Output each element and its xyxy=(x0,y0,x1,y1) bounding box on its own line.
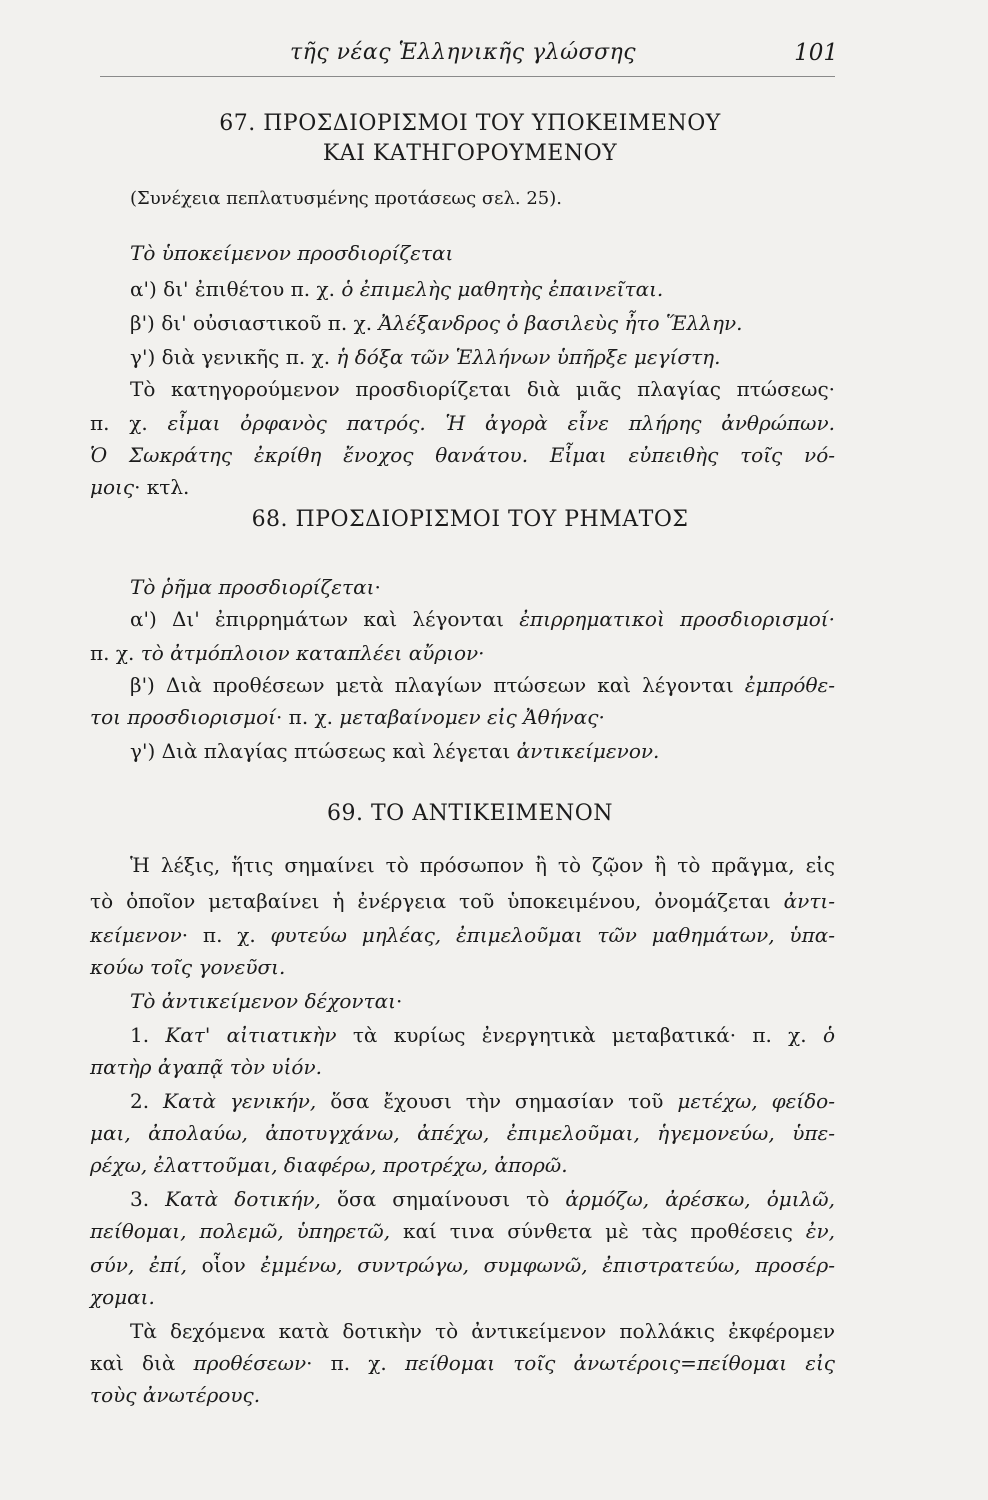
s68-l3-example: τὸ ἀτμόπλοιον καταπλέει αὔριον· xyxy=(140,641,485,665)
s69-l5-text: Τὸ ἀντικείμενον δέχονται xyxy=(130,989,396,1013)
s68-line-3 xyxy=(90,640,835,666)
s69-l8-term: Κατὰ γενικήν, xyxy=(163,1089,317,1113)
s67-l3-text: β') δι' οὐσιαστικοῦ π. χ. xyxy=(130,311,379,335)
s69-l8-num: 2. xyxy=(130,1089,164,1113)
s69-line-16 xyxy=(90,1350,835,1376)
s69-l12-text: καί τινα σύνθετα μὲ τὰς προθέσεις xyxy=(390,1219,806,1243)
s67-l8-text: · κτλ. xyxy=(134,475,190,499)
s68-l6-term: ἀντικείμενον. xyxy=(516,739,660,763)
s69-line-1: Ἡ λέξις, ἥτις σημαίνει τὸ πρόσωπον ἢ τὸ ζῷον ἢ τὸ πρᾶγμα, εἰς xyxy=(130,853,835,877)
s68-l1-punct: · xyxy=(374,575,381,599)
s69-l16-term: προθέσεων xyxy=(193,1351,307,1375)
s67-line-1: Τὸ ὑποκείμενον προσδιορίζεται xyxy=(130,241,454,265)
s69-line-13 xyxy=(90,1252,835,1278)
s68-l2-text: α') Δι' ἐπιρρημάτων καὶ λέγονται xyxy=(130,607,520,631)
s69-line-10: ρέχω, ἐλαττοῦμαι, διαφέρω, προτρέχω, ἀπορῶ. xyxy=(90,1153,568,1177)
s69-l11-term: Κατὰ δοτικήν, xyxy=(165,1187,321,1211)
s67-l3-example: Ἀλέξανδρος ὁ βασιλεὺς ἦτο Ἕλλην. xyxy=(378,311,743,335)
s69-line-17: τοὺς ἀνωτέρους. xyxy=(90,1383,261,1407)
s69-l13-prep: σύν, ἐπί, xyxy=(90,1253,188,1277)
s69-l3-example: φυτεύω μηλέας, ἐπιμελοῦμαι τῶν μαθημάτων, ὑπα- xyxy=(270,923,835,947)
s69-l16-text: καὶ διὰ xyxy=(90,1351,194,1375)
s68-line-1 xyxy=(130,574,875,600)
book-page xyxy=(90,0,850,1500)
s67-l2-text: α') δι' ἐπιθέτου π. χ. xyxy=(130,277,342,301)
s69-line-8 xyxy=(130,1088,835,1114)
s67-l4-example: ἡ δόξα τῶν Ἑλλήνων ὑπῆρξε μεγίστη. xyxy=(336,345,721,369)
s69-line-6 xyxy=(130,1022,835,1048)
s69-l6-num: 1. xyxy=(130,1023,166,1047)
s67-l6-text: π. χ. xyxy=(90,411,168,435)
s69-line-5 xyxy=(130,988,875,1014)
s69-l13-text: οἷον xyxy=(187,1253,261,1277)
section-67-title: 67. ΠΡΟΣΔΙΟΡΙΣΜΟΙ ΤΟΥ ΥΠΟΚΕΙΜΕΝΟΥ xyxy=(219,111,721,136)
s69-line-4: κούω τοῖς γονεῦσι. xyxy=(90,955,286,979)
s69-line-14: χομαι. xyxy=(90,1285,155,1309)
s68-line-2 xyxy=(130,606,835,632)
s69-l6-example: ὁ xyxy=(822,1023,835,1047)
s69-l6-text: τὰ κυρίως ἐνεργητικὰ μεταβατικά· π. χ. xyxy=(336,1023,823,1047)
s67-line-3 xyxy=(130,310,875,336)
s68-l5-term: τοι προσδιορισμοί xyxy=(90,705,276,729)
s69-l2-term: ἀντι- xyxy=(783,889,835,913)
running-head xyxy=(90,38,850,72)
s69-l16-text-2: · π. χ. xyxy=(306,1351,405,1375)
s69-line-15: Τὰ δεχόμενα κατὰ δοτικὴν τὸ ἀντικείμενον πολλάκις ἐκφέρομεν xyxy=(130,1319,835,1343)
s67-line-2 xyxy=(130,276,875,302)
s67-line-8 xyxy=(90,474,835,500)
s69-l12-example: πείθομαι, πολεμῶ, ὑπηρετῶ, xyxy=(90,1219,391,1243)
s68-l4-text: β') Διὰ προθέσεων μετὰ πλαγίων πτώσεων καὶ λέγονται xyxy=(130,673,745,697)
s68-l4-term: ἐμπρόθε- xyxy=(744,673,835,697)
s69-line-11 xyxy=(130,1186,835,1212)
s69-l11-num: 3. xyxy=(130,1187,166,1211)
s69-l13-example: ἐμμένω, συντρώγω, συμφωνῶ, ἐπιστρατεύω, προσέρ- xyxy=(260,1253,835,1277)
s69-l3-text: · π. χ. xyxy=(181,923,271,947)
s68-line-5 xyxy=(90,704,835,730)
s69-l2-text: τὸ ὁποῖον μεταβαίνει ἡ ἐνέργεια τοῦ ὑποκειμένου, ὀνομάζεται xyxy=(90,889,784,913)
s69-l16-example: πείθομαι τοῖς ἀνωτέροις=πείθομαι εἰς xyxy=(404,1351,835,1375)
section-67-subtitle: (Συνέχεια πεπλατυσμένης προτάσεως σελ. 25). xyxy=(130,188,562,209)
s69-l11-text: ὅσα σημαίνουσι τὸ xyxy=(320,1187,566,1211)
s68-line-6 xyxy=(130,738,875,764)
s69-l3-term: κείμενον xyxy=(90,923,182,947)
s69-l5-punct: · xyxy=(395,989,403,1013)
s69-line-3 xyxy=(90,922,835,948)
s67-l4-text: γ') διὰ γενικῆς π. χ. xyxy=(130,345,337,369)
s69-l12-prep: ἐν, xyxy=(805,1219,835,1243)
s69-l8-text: ὅσα ἔχουσι τὴν σημασίαν τοῦ xyxy=(316,1089,678,1113)
header-rule xyxy=(100,76,835,77)
section-69-title: 69. ΤΟ ΑΝΤΙΚΕΙΜΕΝΟΝ xyxy=(327,801,613,826)
s68-line-4 xyxy=(130,672,835,698)
section-67-title-cont: ΚΑΙ ΚΑΤΗΓΟΡΟΥΜΕΝΟΥ xyxy=(322,141,618,166)
section-68-title: 68. ΠΡΟΣΔΙΟΡΙΣΜΟΙ ΤΟΥ ΡΗΜΑΤΟΣ xyxy=(251,507,689,532)
s68-l5-example: μεταβαίνομεν εἰς Ἀθήνας· xyxy=(339,705,605,729)
running-head-title: τῆς νέας Ἑλληνικῆς γλώσσης xyxy=(290,40,637,65)
s67-line-5: Τὸ κατηγορούμενον προσδιορίζεται διὰ μιᾶς πλαγίας πτώσεως· xyxy=(130,377,835,401)
s69-line-9: μαι, ἀπολαύω, ἀποτυγχάνω, ἀπέχω, ἐπιμελοῦμαι, ἡγεμονεύω, ὑπε- xyxy=(90,1121,835,1145)
s69-line-2 xyxy=(90,888,835,914)
s69-line-7: πατὴρ ἀγαπᾷ τὸν υἱόν. xyxy=(90,1055,322,1079)
s67-line-7: Ὁ Σωκράτης ἐκρίθη ἔνοχος θανάτου. Εἶμαι εὐπειθὴς τοῖς νό- xyxy=(90,443,835,467)
s68-l1-text: Τὸ ῥῆμα προσδιορίζεται xyxy=(130,575,375,599)
s69-line-12 xyxy=(90,1218,835,1244)
s68-l2-term: ἐπιρρηματικοὶ προσδιορισμοί· xyxy=(519,607,835,631)
s67-l8-example: μοις xyxy=(90,475,135,499)
s68-l5-text: · π. χ. xyxy=(275,705,340,729)
s67-line-6 xyxy=(90,410,835,436)
s67-l6-example: εἶμαι ὀρφανὸς πατρός. Ἡ ἀγορὰ εἶνε πλήρης ἀνθρώπων. xyxy=(167,411,835,435)
s69-l8-example: μετέχω, φείδο- xyxy=(677,1089,835,1113)
s67-line-4 xyxy=(130,344,875,370)
page-number: 101 xyxy=(794,40,838,66)
s69-l11-example: ἁρμόζω, ἀρέσκω, ὁμιλῶ, xyxy=(565,1187,835,1211)
s69-l6-term: Κατ' αἰτιατικὴν xyxy=(165,1023,337,1047)
s68-l6-text: γ') Διὰ πλαγίας πτώσεως καὶ λέγεται xyxy=(130,739,517,763)
s68-l3-text: π. χ. xyxy=(90,641,141,665)
s67-l2-example: ὁ ἐπιμελὴς μαθητὴς ἐπαινεῖται. xyxy=(341,277,664,301)
